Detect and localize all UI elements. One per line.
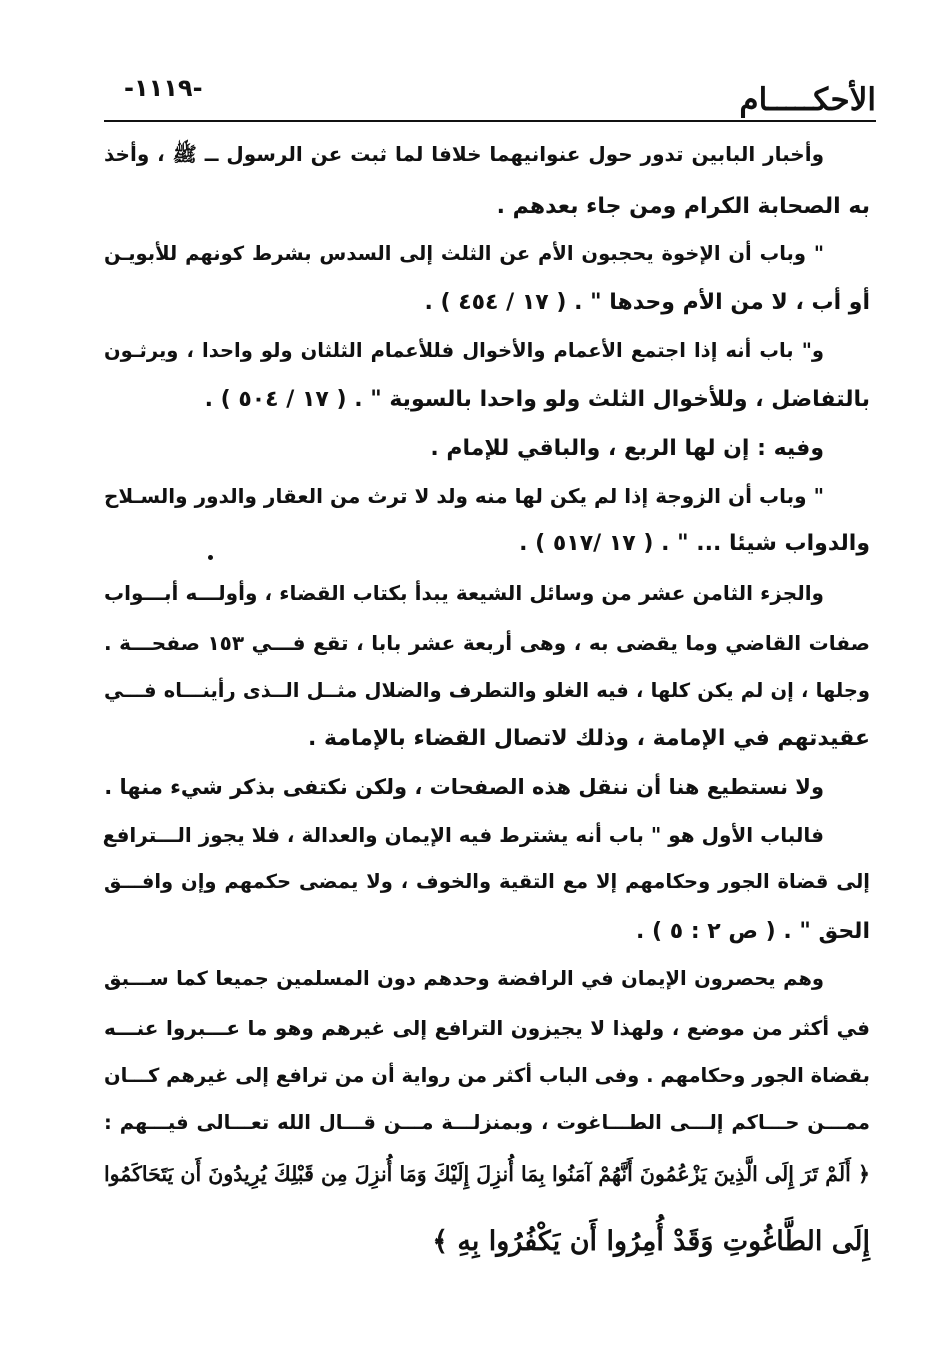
text-line: فالباب الأول هو " باب أنه يشترط فيه الإيمان والعدالة ، فلا يجوز الـــترافع (102, 823, 824, 847)
text-line: بالتفاضل ، وللأخوال الثلث ولو واحدا بالسوية " . ( ١٧ / ٥٠٤ ) . (204, 387, 870, 412)
text-line: و" باب أنه إذا اجتمع الأعمام والأخوال فللأعمام الثلثان ولو واحدا ، ويرثـون (104, 339, 824, 362)
text-line: عقيدتهم في الإمامة ، وذلك لاتصال القضاء بالإمامة . (308, 726, 870, 751)
page-header (104, 72, 876, 122)
text-line: بقضاة الجور وحكامهم . وفى الباب أكثر من رواية أن من ترافع إلى غيرهم كـــان (104, 1064, 870, 1087)
text-line: " وباب أن الزوجة إذا لم يكن لها منه ولد لا ترث من العقار والدور والسـلاح (104, 484, 824, 508)
quran-verse-line: إِلَى الطَّاغُوتِ وَقَدْ أُمِرُوا أَن يَكْفُرُوا بِهِ ﴾ (432, 1226, 870, 1257)
text-line: وهم يحصرون الإيمان في الرافضة وحدهم دون المسلمين جميعا كما ســـبق (104, 967, 824, 990)
text-line: والجزء الثامن عشر من وسائل الشيعة يبدأ بكتاب القضاء ، وأولـــه أبـــواب (104, 581, 824, 605)
header-rule (104, 120, 876, 122)
text-line: الحق " . ( ص ٢ : ٥ ) . (636, 919, 870, 944)
quran-verse-line: ﴿ أَلَمْ تَرَ إِلَى الَّذِينَ يَزْعُمُونَ أَنَّهُمْ آمَنُوا بِمَا أُنزِلَ إِلَيْكَ وَمَا أُنزِلَ مِن قَبْلِكَ يُرِيدُونَ أَن يَتَحَاكَمُوا (103, 1162, 870, 1186)
text-line: به الصحابة الكرام ومن جاء بعدهم . (496, 194, 870, 219)
text-line: ممـــن حـــاكم إلـــى الطـــاغوت ، وبمنزلـــة مـــن قـــال الله تعـــالى فيـــهم : (104, 1111, 870, 1134)
text-line: وفيه : إن لها الربع ، والباقي للإمام . (430, 436, 824, 461)
page-number: -١١١٩- (124, 74, 203, 102)
ink-dot (208, 555, 213, 560)
text-line: في أكثر من موضع ، ولهذا لا يجيزون الترافع إلى غيرهم وهو ما عـــبروا عنـــه (104, 1016, 870, 1040)
text-line: والدواب شيئا ... " . ( ١٧ /٥١٧ ) . (519, 531, 870, 556)
text-line: " وباب أن الإخوة يحجبون الأم عن الثلث إلى السدس بشرط كونهم للأبويـن (104, 242, 824, 265)
text-line: ولا نستطيع هنا أن ننقل هذه الصفحات ، ولكن نكتفى بذكر شيء منها . (104, 775, 824, 799)
text-line: وأخبار البابين تدور حول عنوانيهما خلافا لما ثبت عن الرسول ــ ﷺ ، وأخذ (104, 142, 824, 166)
text-line: إلى قضاة الجور وحكامهم إلا مع التقية والخوف ، ولا يمضى حكمهم وإن وافـــق (104, 870, 870, 893)
text-line: أو أب ، لا من الأم وحدها " . ( ١٧ / ٤٥٤ ) . (424, 290, 870, 315)
text-line: وجلها ، إن لم يكن كلها ، فيه الغلو والتطرف والضلال مثــل الــذى رأينـــاه فـــي (104, 679, 870, 702)
text-line: صفات القاضي وما يقضى به ، وهى أربعة عشر بابا ، تقع فـــي ١٥٣ صفحـــة . (104, 631, 870, 655)
chapter-title: الأحكـــــام (739, 82, 876, 118)
